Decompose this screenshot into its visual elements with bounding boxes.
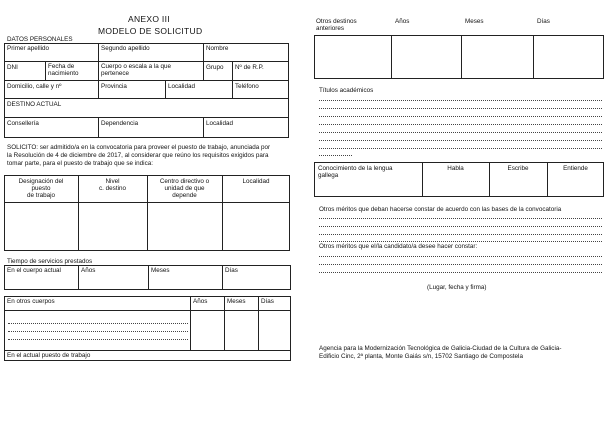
field-cuerpo-actual-anos[interactable]: Años bbox=[81, 267, 96, 274]
lengua-escribe[interactable]: Escribe bbox=[507, 165, 529, 172]
field-localidad[interactable]: Localidad bbox=[168, 83, 195, 90]
field-primer-apellido[interactable]: Primer apellido bbox=[7, 45, 49, 52]
otros-cuerpos-anos: Años bbox=[193, 298, 208, 305]
servicios-section-title: Tiempo de servicios prestados bbox=[7, 258, 93, 265]
otros-destinos-label: Otros destinos anteriores bbox=[316, 18, 357, 33]
titulos-line[interactable] bbox=[319, 155, 352, 156]
personal-data-box bbox=[4, 43, 289, 138]
field-dni[interactable]: DNI bbox=[7, 64, 18, 71]
puesto-col-centro: Centro directivo o unidad de que depende bbox=[159, 178, 210, 200]
titulos-line[interactable] bbox=[319, 132, 602, 133]
titulos-line[interactable] bbox=[319, 100, 602, 101]
field-nrp[interactable]: Nº de R.P. bbox=[235, 64, 264, 71]
titulos-section-title: Títulos académicos bbox=[319, 87, 374, 94]
field-segundo-apellido[interactable]: Segundo apellido bbox=[101, 45, 150, 52]
titulos-line[interactable] bbox=[319, 148, 602, 149]
field-grupo[interactable]: Grupo bbox=[206, 64, 224, 71]
meritos-line[interactable] bbox=[319, 226, 602, 227]
lengua-entiende[interactable]: Entiende bbox=[563, 165, 588, 172]
meritos-candidato-title: Otros méritos que el/la candidato/a desee hacer constar: bbox=[319, 243, 478, 250]
field-destino-localidad[interactable]: Localidad bbox=[206, 120, 233, 127]
meritos-candidato-line[interactable] bbox=[319, 264, 602, 265]
lengua-label: Conocimiento de la lengua gallega bbox=[318, 165, 393, 180]
puesto-col-nivel: Nivel c. destino bbox=[99, 178, 126, 193]
solicito-line-3: tomar parte, para el puesto de trabajo que se indica: bbox=[7, 160, 153, 167]
form-subtitle: MODELO DE SOLICITUD bbox=[98, 26, 203, 36]
meritos-candidato-line[interactable] bbox=[319, 272, 602, 273]
puesto-col-localidad: Localidad bbox=[242, 178, 270, 185]
field-cuerpo-escala[interactable]: Cuerpo o escala a la que pertenece bbox=[101, 63, 172, 78]
field-actual-puesto[interactable]: En el actual puesto de trabajo bbox=[7, 352, 91, 359]
footer-line-2: Edificio Cinc, 2ª planta, Monte Gaiás s/n, 15702 Santiago de Compostela bbox=[319, 353, 523, 360]
titulos-line[interactable] bbox=[319, 124, 602, 125]
meritos-line[interactable] bbox=[319, 218, 602, 219]
otros-cuerpos-line[interactable] bbox=[8, 339, 188, 340]
firma-label[interactable]: (Lugar, fecha y firma) bbox=[427, 284, 487, 291]
personal-section-title: DATOS PERSONALES bbox=[7, 36, 73, 43]
solicito-line-2: la Resolución de 4 de diciembre de 2017, al considerar que reúno los requisitos exigidos para bbox=[7, 152, 269, 159]
titulos-line[interactable] bbox=[319, 140, 602, 141]
annex-title: ANEXO III bbox=[128, 14, 170, 24]
puesto-col-designacion: Designación del puesto de trabajo bbox=[18, 178, 64, 200]
field-otros-cuerpos[interactable]: En otros cuerpos bbox=[7, 298, 55, 305]
solicito-line-1: SOLICITO: ser admitido/a en la convocatoria para proveer el puesto de trabajo, anunciada por bbox=[7, 144, 271, 151]
otros-cuerpos-meses: Meses bbox=[227, 298, 246, 305]
meritos-line[interactable] bbox=[319, 241, 602, 242]
destino-section-title: DESTINO ACTUAL bbox=[7, 101, 62, 108]
field-cuerpo-actual[interactable]: En el cuerpo actual bbox=[7, 267, 61, 274]
field-conselleria[interactable]: Consellería bbox=[7, 120, 39, 127]
field-fecha-nacimiento[interactable]: Fecha de nacimiento bbox=[48, 63, 79, 78]
field-cuerpo-actual-meses[interactable]: Meses bbox=[151, 267, 170, 274]
meritos-candidato-line[interactable] bbox=[319, 256, 602, 257]
field-cuerpo-actual-dias[interactable]: Días bbox=[225, 267, 238, 274]
lengua-habla[interactable]: Habla bbox=[447, 165, 464, 172]
otros-cuerpos-line[interactable] bbox=[8, 331, 188, 332]
meritos-line[interactable] bbox=[319, 234, 602, 235]
field-domicilio[interactable]: Domicilio, calle y nº bbox=[7, 83, 62, 90]
field-nombre[interactable]: Nombre bbox=[206, 45, 229, 52]
otros-cuerpos-dias: Días bbox=[261, 298, 274, 305]
field-telefono[interactable]: Teléfono bbox=[235, 83, 259, 90]
field-provincia[interactable]: Provincia bbox=[101, 83, 127, 90]
titulos-line[interactable] bbox=[319, 108, 602, 109]
otros-destinos-dias: Días bbox=[537, 18, 550, 25]
footer-line-1: Agencia para la Modernización Tecnológica de Galicia-Ciudad de la Cultura de Galicia- bbox=[319, 345, 562, 352]
otros-cuerpos-line[interactable] bbox=[8, 323, 188, 324]
meritos-convocatoria-title: Otros méritos que deban hacerse constar de acuerdo con las bases de la convocatoria bbox=[319, 206, 562, 213]
otros-destinos-meses: Meses bbox=[465, 18, 484, 25]
field-dependencia[interactable]: Dependencia bbox=[101, 120, 139, 127]
otros-destinos-box bbox=[314, 35, 604, 79]
titulos-line[interactable] bbox=[319, 116, 602, 117]
otros-destinos-anos: Años bbox=[395, 18, 410, 25]
